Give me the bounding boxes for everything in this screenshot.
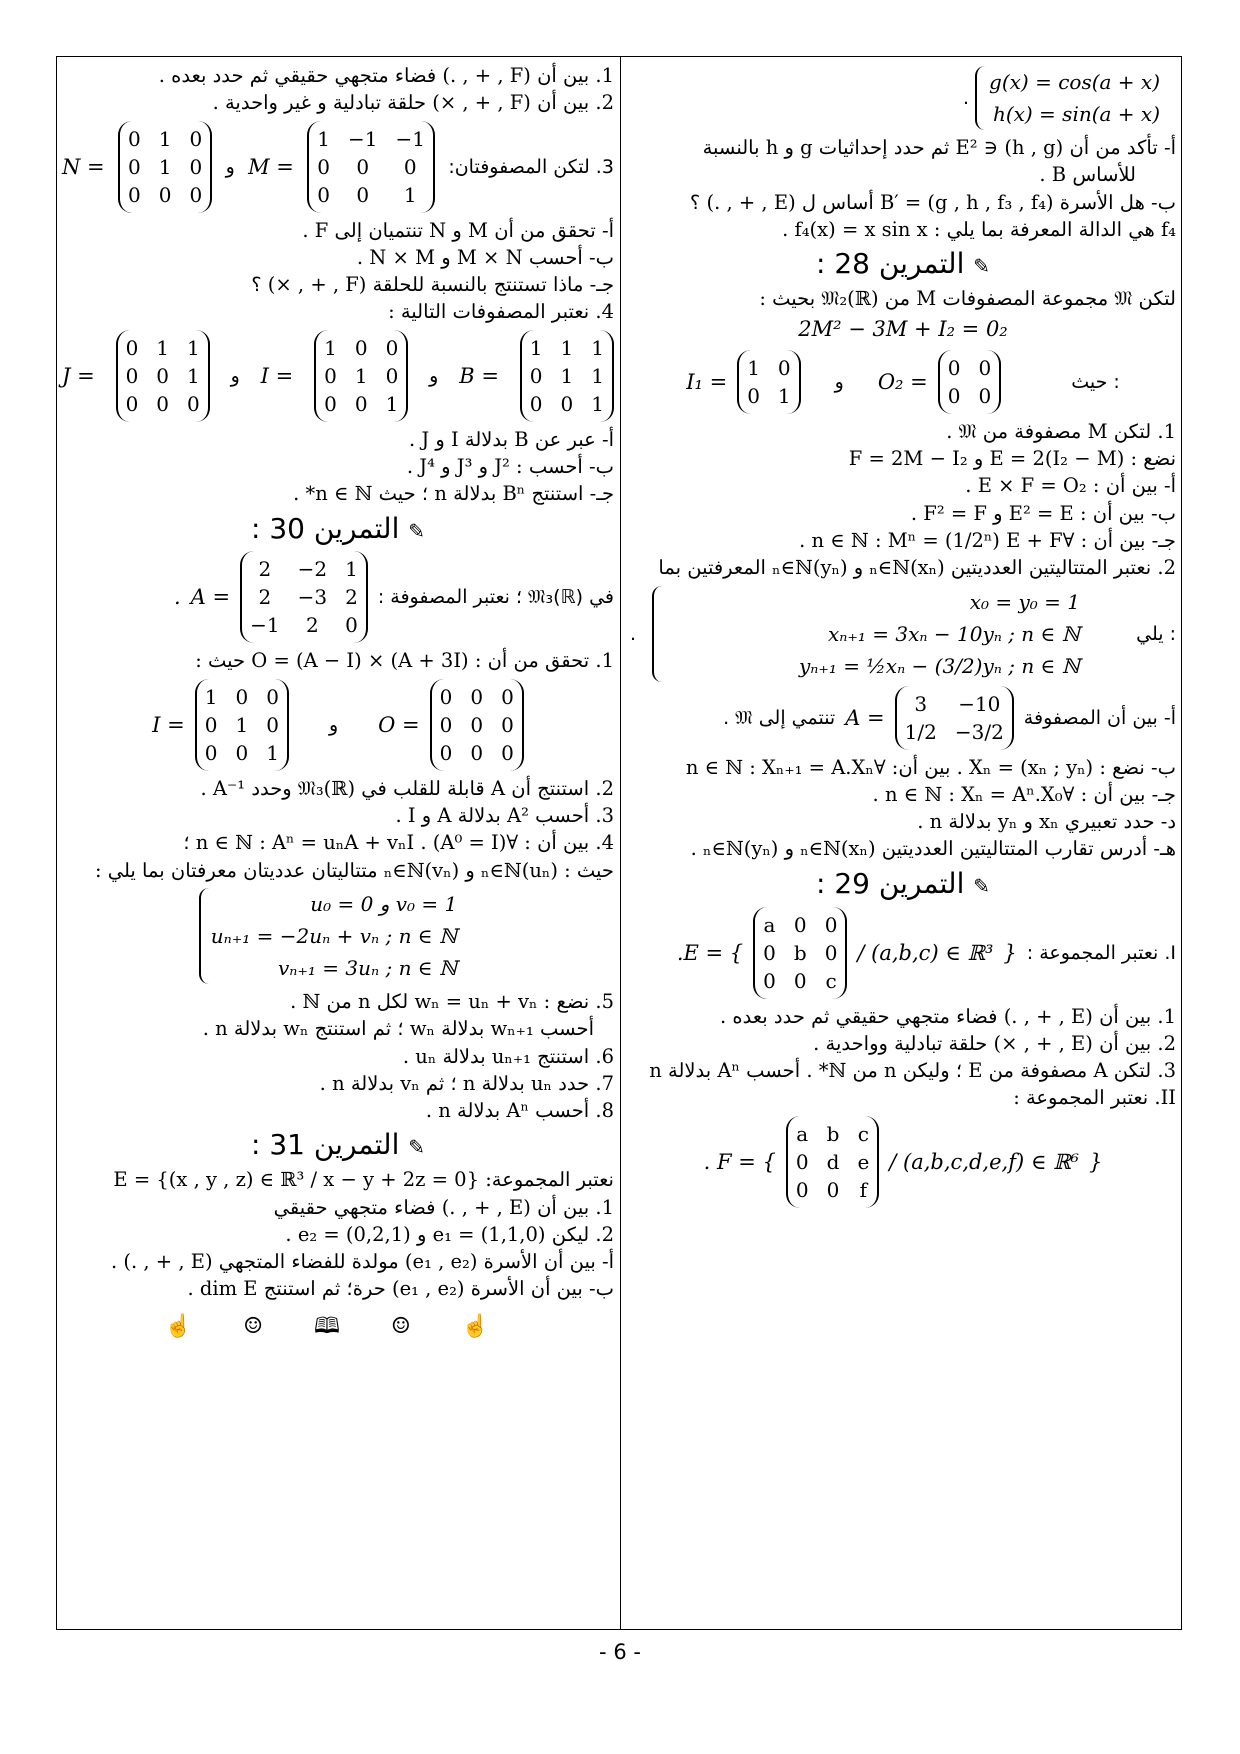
ex28-q1: 1. لتكن M مصفوفة من 𝔐 . [946, 419, 1176, 443]
column-divider [620, 56, 621, 1630]
ex31-q1: 1. بين أن (E , + , .) فضاء متجهي حقيقي [273, 1195, 614, 1219]
exercise-31-heading: ✎ التمرين 31 : [250, 1128, 426, 1162]
E-set-matrix: a 0 0 0 b 0 0 0 c [753, 907, 847, 999]
ex30-q5b: أحسب wₙ₊₁ بدلالة wₙ ؛ ثم استنتج wₙ بدلالة n . [202, 1017, 594, 1041]
exercise-28-heading: ✎ التمرين 28 : [815, 247, 991, 281]
ex30-q7: 7. حدد uₙ بدلالة n ؛ ثم vₙ بدلالة n . [319, 1071, 614, 1095]
ex28-q2c: جـ- بين أن : ∀n ∈ ℕ : Xₙ = Aⁿ.X₀ . [872, 782, 1176, 806]
left-column [62, 62, 614, 1347]
ex31-q2: 2. ليكن e₁ = (1,1,0) و e₂ = (0,2,1) . [285, 1222, 614, 1246]
right-column [630, 62, 1176, 1212]
h-def: h(x) = sin(a + x) [992, 102, 1160, 126]
q3c: جـ- ماذا تستنتج بالنسبة للحلقة (F , + , ×) ؟ [251, 273, 614, 297]
and-word: و [834, 370, 844, 393]
I-label: I = [260, 363, 294, 388]
O2-matrix: 0 0 0 0 [938, 350, 1001, 414]
exercise-29-heading: ✎ التمرين 29 : [815, 866, 991, 900]
line-a2: للأساس B . [1039, 163, 1136, 187]
F-q2: 2. بين أن (F , + , ×) حلقة تبادلية و غير واحدية . [212, 91, 614, 115]
uv-system [62, 888, 614, 984]
line-a1: أ- تأكد من أن (h , g) ∈ E² ثم حدد إحداثيات g و h بالنسبة [702, 136, 1176, 159]
ex30-q4-where: حيث : (uₙ)ₙ∈ℕ و (vₙ)ₙ∈ℕ متتاليتان عدديتان معرفتان بما يلي : [94, 858, 614, 882]
ex28-q1c: جـ- بين أن : ∀n ∈ ℕ : Mⁿ = (1/2ⁿ) E + F . [799, 528, 1176, 552]
M-label: M = [248, 154, 294, 179]
ex30-q5: 5. نضع : wₙ = uₙ + vₙ لكل n من ℕ . [290, 989, 614, 1013]
ex29-E-set: .E = { a 0 0 0 b 0 0 0 c / (a,b,c) ∈ ℝ³ } I. نعتبر المجموعة : [630, 907, 1176, 999]
ex30-q4: 4. بين أن : ∀n ∈ ℕ : Aⁿ = uₙA + vₙI . (A⁰ = I) ؛ [183, 831, 614, 855]
pencil-icon: ✎ [973, 873, 991, 898]
N-label: N = [62, 154, 105, 179]
line-a3: ب- هل الأسرة B′ = (g , h , f₃ , f₄) أساس ل (E , + , .) ؟ [689, 190, 1176, 214]
F-set-condition: / (a,b,c,d,e,f) ∈ ℝ⁶ [889, 1149, 1079, 1174]
A28-matrix: 3 −10 1/2 −3/2 [895, 686, 1014, 750]
ex29-F-set: . F = { a b c 0 d e 0 0 f / (a,b,c,d,e,f) ∈ ℝ⁶ } [630, 1116, 1176, 1208]
ex30-intro: في 𝔐₃(ℝ) ؛ نعتبر المصفوفة : [377, 586, 614, 609]
O30-matrix: 0 0 0 0 0 0 0 0 0 [430, 679, 524, 771]
pencil-icon: ✎ [973, 254, 991, 279]
q3a: أ- تحقق من أن M و N تنتميان إلى F . [302, 218, 614, 242]
pencil-icon: ✎ [408, 518, 426, 543]
seq-x: xₙ₊₁ = 3xₙ − 10yₙ ; n ∈ ℕ [827, 621, 1080, 646]
gh-definition: . g(x) = cos(a + x) h(x) = sin(a + x) [630, 66, 1176, 130]
I-matrix: 1 0 0 0 1 0 0 0 1 [314, 330, 408, 422]
I30-label: I = [152, 712, 185, 737]
q4c: جـ- استنتج Bⁿ بدلالة n ؛ حيث n ∈ ℕ* . [293, 482, 614, 506]
ex28-A-row [630, 686, 1176, 750]
ex30-q6: 6. استنتج uₙ₊₁ بدلالة uₙ . [402, 1044, 614, 1068]
ex29-II: II. نعتبر المجموعة : [1013, 1086, 1176, 1110]
q4: 4. نعتبر المصفوفات التالية : [388, 300, 614, 324]
ex28-q1-def: نضع : E = 2(I₂ − M) و F = 2M − I₂ [848, 447, 1176, 471]
q4-matrices: J = 0 1 1 0 0 1 0 0 0 و I = 1 0 0 0 1 0 0 0 1 و B = 1 1 1 0 1 1 0 0 1 [62, 330, 614, 422]
q3-text: 3. لتكن المصفوفتان: [448, 155, 614, 178]
N-matrix: 0 1 0 0 1 0 0 0 0 [118, 121, 212, 213]
F-set-matrix: a b c 0 d e 0 0 f [786, 1116, 879, 1208]
q3b: ب- أحسب M × N و N × M . [356, 245, 614, 269]
ex30-q1: 1. تحقق من أن : (A + 3I) × (A − I) = O حيث : [195, 649, 614, 673]
seq-init: x₀ = y₀ = 1 [969, 589, 1080, 614]
ex28-where-matrices [630, 350, 1176, 414]
ex31-q2a: أ- بين أن الأسرة (e₁ , e₂) مولدة للفضاء المتجهي (E , + , .) . [110, 1250, 614, 1274]
J-matrix: 0 1 1 0 0 1 0 0 0 [116, 330, 210, 422]
seq-y: yₙ₊₁ = ½xₙ − (3/2)yₙ ; n ∈ ℕ [798, 653, 1080, 678]
ex30-A-row: . A = 2 −2 1 2 −3 2 −1 2 0 في 𝔐₃(ℝ) ؛ نعتبر المصفوفة : [62, 551, 614, 643]
decorative-symbols-icon: ☝ ☺ 🕮 ☺ ☝ [164, 1313, 512, 1339]
exercise-30-heading: ✎ التمرين 30 : [250, 511, 426, 545]
ex31-set: نعتبر المجموعة: E = {(x , y , z) ∈ ℝ³ / x − y + 2z = 0} [113, 1168, 614, 1192]
E-set-condition: / (a,b,c) ∈ ℝ³ [857, 940, 994, 965]
q4b: ب- أحسب : J² و J³ و J⁴ . [406, 455, 614, 479]
where-word: حيث : [1071, 370, 1120, 393]
ex28-A-end: تنتمي إلى 𝔐 . [723, 706, 836, 729]
ex30-IO-row: I = 1 0 0 0 1 0 0 0 1 و O = 0 0 0 0 0 0 0 0 0 [62, 679, 614, 771]
g-def: g(x) = cos(a + x) [989, 70, 1160, 94]
I1-label: I₁ = [686, 369, 728, 394]
ex28-q2d: د- حدد تعبيري xₙ و yₙ بدلالة n . [917, 810, 1176, 834]
I30-matrix: 1 0 0 0 1 0 0 0 1 [195, 679, 289, 771]
line-a4: f₄ هي الدالة المعرفة بما يلي : f₄(x) = x sin x . [782, 217, 1176, 241]
q4a: أ- عبر عن B بدلالة I و J . [408, 427, 614, 451]
ex28-A-text: أ- بين أن المصفوفة [1023, 706, 1176, 729]
sequence-system: . x₀ = y₀ = 1 xₙ₊₁ = 3xₙ − 10yₙ ; n ∈ ℕ yₙ₊₁ = ½xₙ − (3/2)yₙ ; n ∈ ℕ يلي : [630, 586, 1176, 682]
uv-init: u₀ = 0 و v₀ = 1 [310, 891, 458, 916]
ex29-q2: 2. بين أن (E , + , ×) حلقة تبادلية وواحدية . [813, 1031, 1176, 1055]
ex30-q2: 2. استنتج أن A قابلة للقلب في 𝔐₃(ℝ) وحدد A⁻¹ . [200, 776, 614, 800]
q3-matrices [62, 121, 614, 213]
B-matrix: 1 1 1 0 1 1 0 0 1 [520, 330, 614, 422]
page-number: - 6 - [599, 1640, 641, 1664]
ex28-q2: 2. نعتبر المتتاليتين العدديتين (xₙ)ₙ∈ℕ و (yₙ)ₙ∈ℕ المعرفتين بما [658, 556, 1176, 580]
O30-label: O = [378, 712, 420, 737]
ex29-q1: 1. بين أن (E , + , .) فضاء متجهي حقيقي ثم حدد بعده . [720, 1004, 1176, 1028]
J-label: J = [62, 363, 95, 388]
ex29-I-label: I. نعتبر المجموعة : [1026, 941, 1176, 964]
and-word: و [225, 155, 235, 178]
A30-matrix: 2 −2 1 2 −3 2 −1 2 0 [240, 551, 368, 643]
ex30-q8: 8. أحسب Aⁿ بدلالة n . [425, 1099, 614, 1123]
ex28-q1a: أ- بين أن : E × F = O₂ . [965, 474, 1176, 498]
F-q1: 1. بين أن (F , + , .) فضاء متجهي حقيقي ثم حدد بعده . [158, 64, 614, 87]
u-rec: uₙ₊₁ = −2uₙ + vₙ ; n ∈ ℕ [210, 923, 458, 948]
A28-label: A = [845, 705, 885, 730]
O2-label: O₂ = [877, 369, 928, 394]
A30-label: A = [190, 585, 231, 610]
M-matrix: 1 −1 −1 0 0 0 0 0 1 [307, 121, 435, 213]
yali-word: يلي : [1136, 622, 1176, 645]
ex28-q2b: ب- نضع : Xₙ = (xₙ ; yₙ) . بين أن: ∀n ∈ ℕ : Xₙ₊₁ = A.Xₙ [685, 755, 1176, 779]
ex29-q3: 3. لتكن A مصفوفة من E ؛ وليكن n من ℕ* . أحسب Aⁿ بدلالة n [649, 1059, 1176, 1083]
ex28-equation: 2M² − 3M + I₂ = 0₂ [798, 317, 1008, 342]
ex31-q2b: ب- بين أن الأسرة (e₁ , e₂) حرة؛ ثم استنتج dim E . [187, 1277, 614, 1301]
ex28-intro: لتكن 𝔐 مجموعة المصفوفات M من 𝔐₂(ℝ) بحيث : [759, 286, 1176, 310]
pencil-icon: ✎ [408, 1135, 426, 1160]
ex30-q3: 3. أحسب A² بدلالة A و I . [395, 804, 614, 828]
ex28-q2e: هـ- أدرس تقارب المتتاليتين العدديتين (xₙ)ₙ∈ℕ و (yₙ)ₙ∈ℕ . [690, 837, 1176, 861]
I1-matrix: 1 0 0 1 [737, 350, 800, 414]
B-label: B = [459, 363, 499, 388]
ex28-q1b: ب- بين أن : E² = E و F² = F . [910, 501, 1176, 525]
v-rec: vₙ₊₁ = 3uₙ ; n ∈ ℕ [277, 955, 458, 980]
